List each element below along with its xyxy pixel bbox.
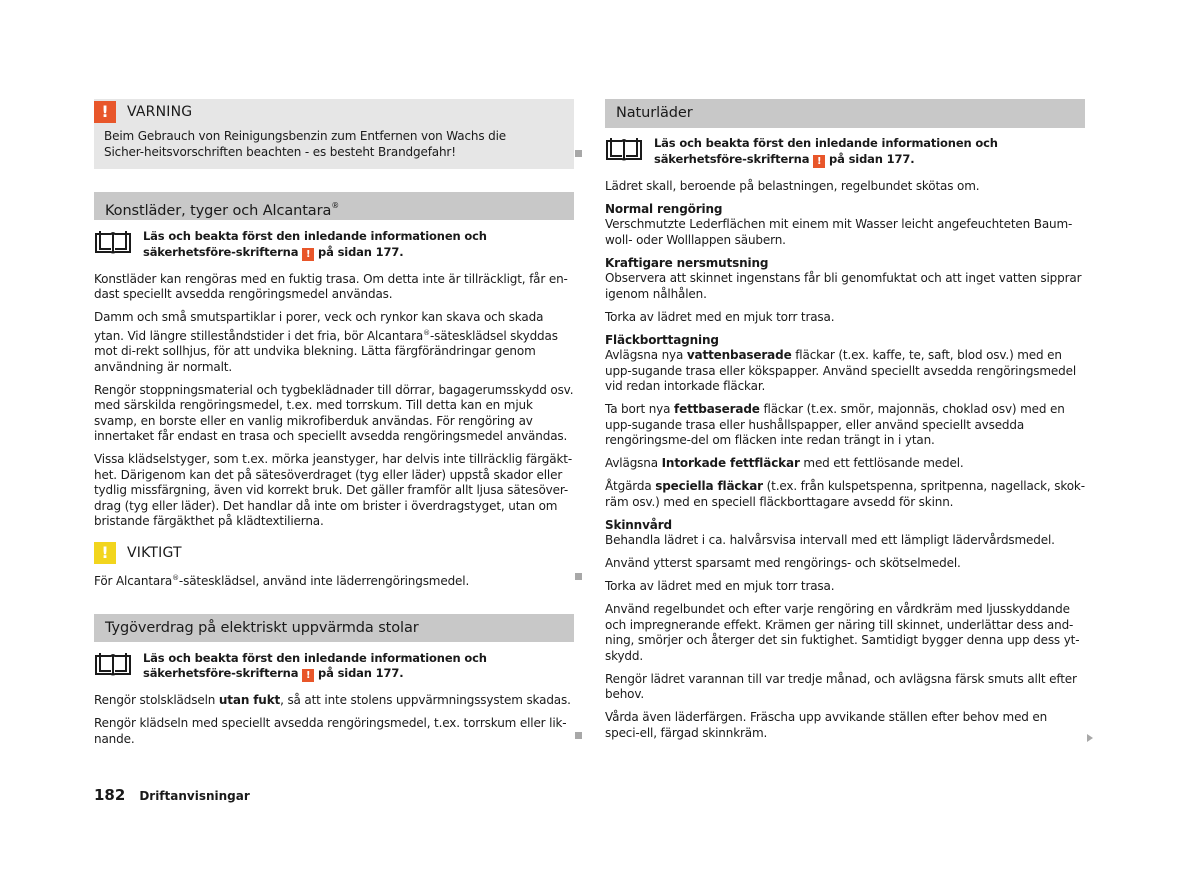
page-footer <box>94 786 250 804</box>
right-column <box>605 99 1085 749</box>
viktigt-text: För Alcantara®-sätesklädsel, använd inte läderrengöringsmedel. <box>94 573 470 588</box>
paragraph: Observera att skinnet ingenstans får bli genomfuktat och att inget vatten sipprar igenom nålhålen. <box>605 271 1082 301</box>
section-heading-naturlader: Naturläder <box>605 99 1085 128</box>
note-text: Läs och beakta först den inledande informationen och säkerhetsföre-skrifterna ! på sidan 177. <box>143 229 487 260</box>
subheading: Skinnvård <box>605 517 672 532</box>
viktigt-header <box>94 540 574 566</box>
paragraph: Vissa klädselstyger, som t.ex. mörka jeanstyger, har delvis inte tillräcklig färgäkt-het. Därigenom kan det på sätesöverdraget (tyg eller läder) uppstå skador eller tydlig missfärgning, även vid korrekt bruk. Det gäller framför allt ljusa sätesöver-drag (tyg eller läder). Det handlar då inte om brister i överdragstyget, utan om bristande färgäkthet på klädtextilierna. <box>94 452 573 528</box>
info-note <box>94 229 574 261</box>
warning-text: Beim Gebrauch von Reinigungsbenzin zum Entfernen von Wachs die Sicher-heitsvorschriften beachten - es besteht Brandgefahr! <box>104 129 506 159</box>
info-note <box>605 136 1085 168</box>
continue-arrow-icon <box>1087 734 1093 742</box>
paragraph: Torka av lädret med en mjuk torr trasa. <box>605 309 835 324</box>
book-icon <box>94 230 132 254</box>
paragraph: Vårda även läderfärgen. Fräscha upp avvikande ställen efter behov med en speci-ell, färgad skinnkräm. <box>605 710 1048 740</box>
paragraph: Använd regelbundet och efter varje rengöring en vårdkräm med ljusskyddande och impregnerande effekt. Krämen ger näring till skinnet, underlättar dess and-ning, smörjer och återger det sin fuktighet. Samtidigt bygger denna upp dess yt-skydd. <box>605 602 1080 663</box>
info-note <box>94 651 574 683</box>
paragraph: Damm och små smutspartiklar i porer, veck och rynkor kan skava och skada ytan. Vid längre stilleståndstider i det fria, bör Alcantara®-sätesklädsel skyddas mot di-rekt sollhjus, för att undvika blekning. Lätta färgförändringar genom användning är normalt. <box>94 310 558 374</box>
end-marker <box>575 732 582 739</box>
paragraph: Rengör stolsklädseln utan fukt, så att inte stolens uppvärmningssystem skadas. <box>94 693 571 707</box>
section-heading-konstlader: Konstläder, tyger och Alcantara® <box>94 192 574 220</box>
paragraph: Rengör lädret varannan till var tredje månad, och avlägsna färsk smuts allt efter behov. <box>605 671 1077 701</box>
exclamation-icon: ! <box>94 101 116 123</box>
paragraph: Lädret skall, beroende på belastningen, regelbundet skötas om. <box>605 178 980 193</box>
paragraph: Torka av lädret med en mjuk torr trasa. <box>605 579 835 593</box>
end-marker <box>575 150 582 157</box>
page-number: 182 <box>94 786 126 804</box>
paragraph: Avlägsna nya vattenbaserade fläckar (t.ex. kaffe, te, saft, blod osv.) med en upp-sugande trasa eller kökspapper. Använd speciellt avsedda rengöringsmedel vid redan intorkade fläckar. <box>605 348 1077 393</box>
exclamation-icon: ! <box>813 155 825 168</box>
paragraph: Behandla lädret i ca. halvårsvisa intervall med ett lämpligt lädervårdsmedel. <box>605 533 1055 547</box>
subheading: Kraftigare nersmutsning <box>605 255 769 270</box>
paragraph: Ta bort nya fettbaserade fläckar (t.ex. smör, majonnäs, choklad osv) med en upp-sugande trasa eller hushållspapper, eller använd speciellt avsedda rengöringsme-del om fläcken inte redan trängt in i ytan. <box>605 402 1065 447</box>
paragraph: Avlägsna Intorkade fettfläckar med ett fettlösande medel. <box>605 456 964 470</box>
subheading: Normal rengöring <box>605 201 723 216</box>
exclamation-icon: ! <box>302 248 314 261</box>
paragraph: Åtgärda speciella fläckar (t.ex. från kulspetspenna, spritpenna, nagellack, skok-räm osv.) med en speciell fläckborttagare avsedd för skinn. <box>605 479 1085 509</box>
book-icon <box>605 137 643 161</box>
book-icon <box>94 652 132 676</box>
paragraph: Konstläder kan rengöras med en fuktig trasa. Om detta inte är tillräckligt, får en-dast speciellt avsedda rengöringsmedel användas. <box>94 271 568 301</box>
exclamation-icon: ! <box>302 669 314 682</box>
note-text: Läs och beakta först den inledande informationen och säkerhetsföre-skrifterna ! på sidan 177. <box>143 650 487 681</box>
paragraph: Rengör klädseln med speciellt avsedda rengöringsmedel, t.ex. torrskum eller lik-nande. <box>94 716 567 746</box>
warning-title: VARNING <box>127 104 193 120</box>
warning-header <box>94 99 574 125</box>
paragraph: Rengör stoppningsmaterial och tygbeklädnader till dörrar, bagagerumsskydd osv. med särskilda rengöringsmedel, t.ex. med torrskum. Till detta kan en mjuk svamp, en borste eller en vanlig mikrofiberduk användas. För rengöring av innertaket får endast en trasa och speciellt avsedda rengöringsmedel användas. <box>94 382 574 443</box>
subheading: Fläckborttagning <box>605 332 719 347</box>
paragraph: Använd ytterst sparsamt med rengörings- och skötselmedel. <box>605 556 961 570</box>
note-text: Läs och beakta först den inledande informationen och säkerhetsföre-skrifterna ! på sidan 177. <box>654 136 998 167</box>
section-heading-tygoverdrag: Tygöverdrag på elektriskt uppvärmda stolar <box>94 614 574 642</box>
warning-box <box>94 99 574 169</box>
footer-label: Driftanvisningar <box>139 789 250 803</box>
paragraph: Verschmutzte Lederflächen mit einem mit Wasser leicht angefeuchteten Baum-woll- oder Wolllappen säubern. <box>605 217 1073 247</box>
viktigt-title: VIKTIGT <box>127 544 182 561</box>
exclamation-icon: ! <box>94 542 116 564</box>
end-marker <box>575 573 582 580</box>
left-column <box>94 99 574 755</box>
